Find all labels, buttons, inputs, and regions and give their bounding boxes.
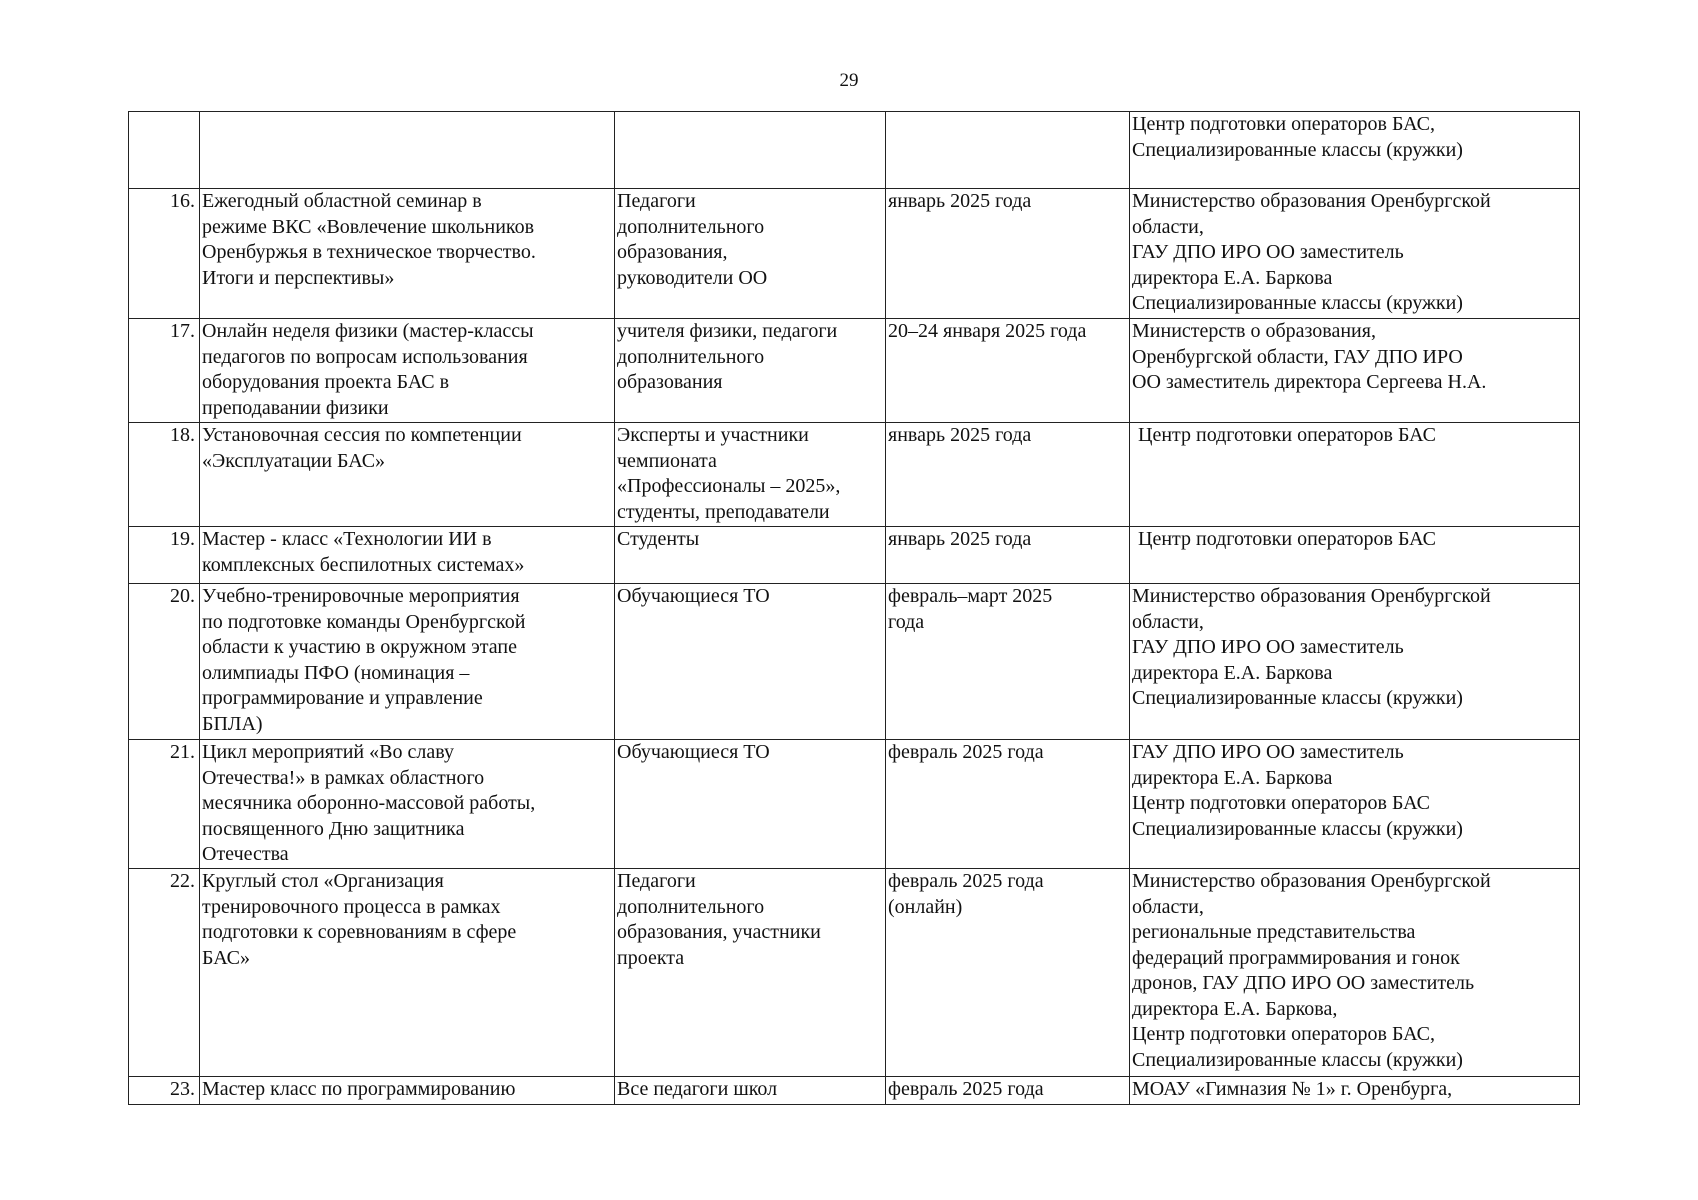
- event-date: февраль 2025 года (онлайн): [886, 869, 1130, 1077]
- row-number: 22.: [129, 869, 200, 1077]
- participants: [615, 112, 886, 189]
- participants: Педагоги дополнительного образования, участники проекта: [615, 869, 886, 1077]
- participants: Студенты: [615, 527, 886, 584]
- row-number: 23.: [129, 1077, 200, 1105]
- table-row: [129, 1077, 1580, 1105]
- table-row: [129, 869, 1580, 1077]
- event-name: Ежегодный областной семинар в режиме ВКС «Вовлечение школьников Оренбуржья в техническое творчество. Итоги и перспективы»: [200, 189, 615, 319]
- page-number: 29: [839, 70, 859, 91]
- organizers: Центр подготовки операторов БАС: [1130, 423, 1580, 527]
- event-name: Онлайн неделя физики (мастер-классы педагогов по вопросам использования оборудования проекта БАС в преподавании физики: [200, 319, 615, 423]
- participants: Все педагоги школ: [615, 1077, 886, 1105]
- event-name: Учебно-тренировочные мероприятия по подготовке команды Оренбургской области к участию в окружном этапе олимпиады ПФО (номинация – программирование и управление БПЛА): [200, 584, 615, 740]
- event-date: 20–24 января 2025 года: [886, 319, 1130, 423]
- table-row: [129, 189, 1580, 319]
- events-table: [128, 111, 1580, 1105]
- table-row: [129, 740, 1580, 869]
- event-name: Мастер класс по программированию: [200, 1077, 615, 1105]
- event-date: февраль–март 2025 года: [886, 584, 1130, 740]
- organizers: МОАУ «Гимназия № 1» г. Оренбурга,: [1130, 1077, 1580, 1105]
- organizers: Министерство образования Оренбургской области, региональные представительства федераций программирования и гонок дронов, ГАУ ДПО ИРО ОО заместитель директора Е.А. Баркова, Центр подготовки операторов БАС, Специализированные классы (кружки): [1130, 869, 1580, 1077]
- participants: Педагоги дополнительного образования, руководители ОО: [615, 189, 886, 319]
- event-date: январь 2025 года: [886, 189, 1130, 319]
- organizers: Центр подготовки операторов БАС: [1130, 527, 1580, 584]
- participants: Эксперты и участники чемпионата «Профессионалы – 2025», студенты, преподаватели: [615, 423, 886, 527]
- event-name: Круглый стол «Организация тренировочного процесса в рамках подготовки к соревнованиям в сфере БАС»: [200, 869, 615, 1077]
- event-date: февраль 2025 года: [886, 1077, 1130, 1105]
- event-date: февраль 2025 года: [886, 740, 1130, 869]
- table-row: [129, 319, 1580, 423]
- table-row: [129, 527, 1580, 584]
- event-date: [886, 112, 1130, 189]
- row-number: 16.: [129, 189, 200, 319]
- event-date: январь 2025 года: [886, 423, 1130, 527]
- participants: учителя физики, педагоги дополнительного образования: [615, 319, 886, 423]
- organizers: Министерств о образования, Оренбургской области, ГАУ ДПО ИРО ОО заместитель директора Сергеева Н.А.: [1130, 319, 1580, 423]
- row-number: 17.: [129, 319, 200, 423]
- organizers: Центр подготовки операторов БАС, Специализированные классы (кружки): [1130, 112, 1580, 189]
- table-row: [129, 584, 1580, 740]
- participants: Обучающиеся ТО: [615, 740, 886, 869]
- event-name: Мастер - класс «Технологии ИИ в комплексных беспилотных системах»: [200, 527, 615, 584]
- row-number: [129, 112, 200, 189]
- table-row: [129, 423, 1580, 527]
- organizers: Министерство образования Оренбургской области, ГАУ ДПО ИРО ОО заместитель директора Е.А. Баркова Специализированные классы (кружки): [1130, 189, 1580, 319]
- row-number: 19.: [129, 527, 200, 584]
- table-row: [129, 112, 1580, 189]
- row-number: 18.: [129, 423, 200, 527]
- event-date: январь 2025 года: [886, 527, 1130, 584]
- organizers: Министерство образования Оренбургской области, ГАУ ДПО ИРО ОО заместитель директора Е.А. Баркова Специализированные классы (кружки): [1130, 584, 1580, 740]
- participants: Обучающиеся ТО: [615, 584, 886, 740]
- row-number: 21.: [129, 740, 200, 869]
- row-number: 20.: [129, 584, 200, 740]
- organizers: ГАУ ДПО ИРО ОО заместитель директора Е.А. Баркова Центр подготовки операторов БАС Специализированные классы (кружки): [1130, 740, 1580, 869]
- event-name: Цикл мероприятий «Во славу Отечества!» в рамках областного месячника оборонно-массовой работы, посвященного Дню защитника Отечества: [200, 740, 615, 869]
- event-name: Установочная сессия по компетенции «Эксплуатации БАС»: [200, 423, 615, 527]
- event-name: [200, 112, 615, 189]
